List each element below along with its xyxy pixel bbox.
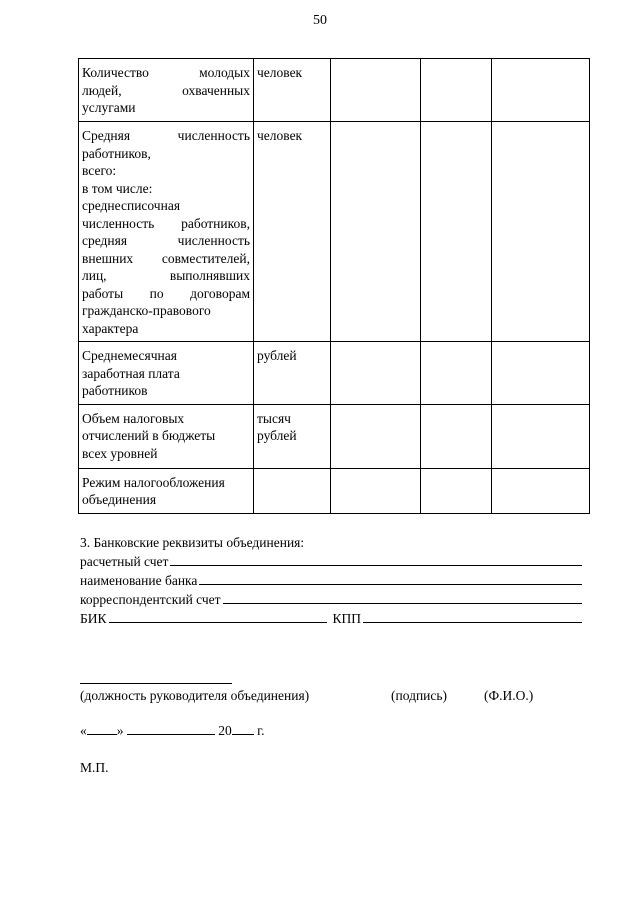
month-field[interactable] — [127, 722, 215, 735]
table-row — [79, 342, 590, 405]
date-open-quote: « — [80, 723, 87, 738]
indicator-cell — [79, 404, 254, 468]
value-cell[interactable] — [492, 342, 590, 405]
unit-cell: человек — [254, 122, 331, 342]
unit-cell: человек — [254, 59, 331, 122]
indicator-line: среднесписочная — [82, 198, 181, 213]
current-account-label: расчетный счет — [80, 554, 169, 569]
bank-details-heading: 3. Банковские реквизиты объединения: — [80, 535, 305, 550]
table-row — [79, 122, 590, 342]
bank-details — [80, 534, 582, 628]
value-cell[interactable] — [421, 404, 492, 468]
indicator-line: гражданско-правового — [82, 303, 211, 318]
page-number: 50 — [313, 13, 327, 28]
bank-name-label: наименование банка — [80, 573, 198, 588]
table-row — [79, 468, 590, 513]
indicator-cell — [79, 468, 254, 513]
indicator-line: всего: — [82, 163, 117, 178]
stamp-label: М.П. — [80, 760, 109, 775]
corr-account-field[interactable] — [223, 590, 582, 604]
indicator-line: работников, — [82, 145, 151, 161]
value-cell[interactable] — [421, 342, 492, 405]
value-cell[interactable] — [492, 468, 590, 513]
value-cell[interactable] — [331, 122, 421, 342]
value-cell[interactable] — [421, 468, 492, 513]
indicator-line: Количество молодых — [82, 65, 250, 80]
value-cell[interactable] — [331, 59, 421, 122]
value-cell[interactable] — [492, 122, 590, 342]
value-cell[interactable] — [492, 404, 590, 468]
unit-cell: рублей — [254, 342, 331, 405]
value-cell[interactable] — [331, 468, 421, 513]
kpp-label: КПП — [332, 611, 362, 626]
date-close-quote: » — [116, 723, 124, 738]
name-label: (Ф.И.О.) — [484, 688, 534, 703]
year-field[interactable] — [232, 722, 254, 735]
indicator-line: отчислений в бюджеты — [82, 428, 216, 443]
indicator-line: внешних совместителей, — [82, 250, 250, 266]
bik-label: БИК — [80, 611, 107, 626]
table-row — [79, 59, 590, 122]
indicator-line: Объем налоговых — [82, 410, 185, 426]
corr-account-label: корреспондентский счет — [80, 592, 221, 607]
indicator-cell — [79, 59, 254, 122]
table-row — [79, 404, 590, 468]
indicator-line: характера — [82, 320, 139, 336]
indicator-line: Режим налогообложения — [82, 474, 225, 490]
unit-cell: тысяч рублей — [254, 404, 331, 468]
value-cell[interactable] — [331, 404, 421, 468]
indicator-cell — [79, 122, 254, 342]
unit-cell — [254, 468, 331, 513]
indicator-line: Средняя численность — [82, 128, 250, 143]
indicator-line: всех уровней — [82, 445, 158, 461]
current-account-field[interactable] — [170, 552, 582, 566]
indicator-line: объединения — [82, 492, 157, 507]
sign-label: (подпись) — [391, 688, 448, 703]
value-cell[interactable] — [421, 59, 492, 122]
indicator-line: в том числе: — [82, 180, 153, 196]
indicator-line: работы по договорам — [82, 285, 250, 301]
year-prefix: 20 — [218, 723, 232, 738]
value-cell[interactable] — [492, 59, 590, 122]
indicator-line: работников — [82, 383, 148, 398]
year-suffix: г. — [257, 723, 265, 738]
day-field[interactable] — [87, 722, 117, 735]
indicator-line: Среднемесячная — [82, 348, 177, 363]
position-signature-line[interactable] — [80, 683, 232, 684]
indicator-cell — [79, 342, 254, 405]
value-cell[interactable] — [421, 122, 492, 342]
value-cell[interactable] — [331, 342, 421, 405]
indicator-line: услугами — [82, 100, 136, 115]
indicator-line: людей, охваченных — [82, 82, 250, 98]
indicator-line: численность работников, — [82, 215, 250, 231]
indicator-line: средняя численность — [82, 233, 250, 248]
bank-name-field[interactable] — [199, 571, 582, 585]
indicator-line: заработная плата — [82, 365, 180, 381]
indicator-line: лиц, выполнявших — [82, 268, 250, 283]
position-label: (должность руководителя объединения) — [80, 688, 310, 703]
date-line — [80, 722, 265, 739]
bik-field[interactable] — [109, 609, 327, 623]
indicators-table — [78, 58, 590, 514]
kpp-field[interactable] — [363, 609, 582, 623]
